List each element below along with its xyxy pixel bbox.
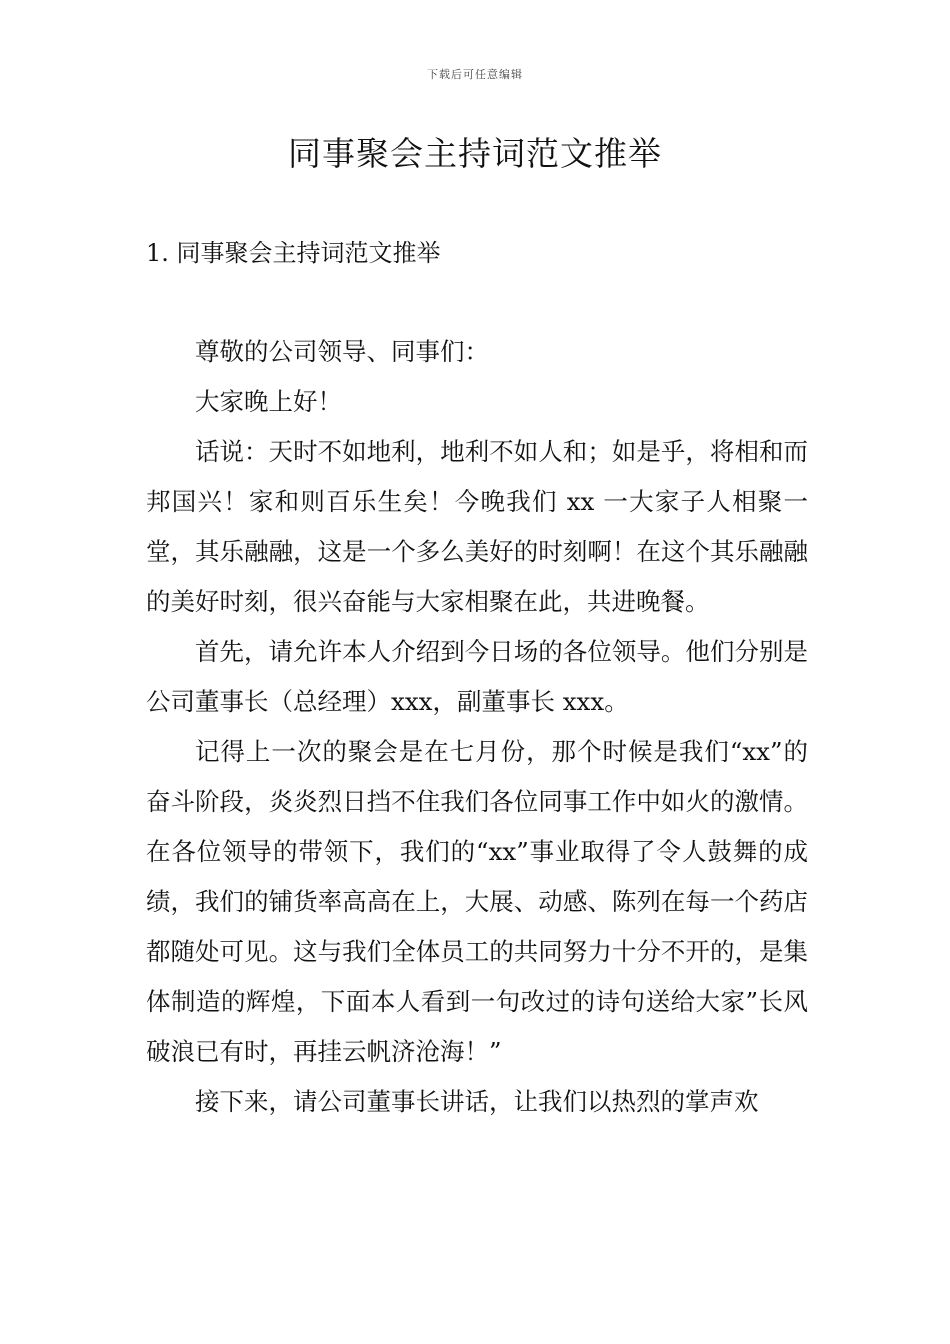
- paragraph-opening: 话说：天时不如地利，地利不如人和；如是乎，将相和而邦国兴！家和则百乐生矣！今晚我们 xx 一大家子人相聚一堂，其乐融融，这是一个多么美好的时刻啊！在这个其乐融融的美好时刻，很兴奋能与大家相聚在此，共进晚餐。: [146, 437, 808, 616]
- paragraph-salutation: 尊敬的公司领导、同事们：: [195, 337, 489, 366]
- document-body: [146, 327, 808, 1127]
- paragraph-next-speaker: 接下来，请公司董事长讲话，让我们以热烈的掌声欢: [195, 1087, 759, 1116]
- paragraph-greeting: 大家晚上好！: [195, 387, 342, 416]
- document-title: 同事聚会主持词范文推举: [288, 134, 662, 173]
- paragraph-introduction: 首先，请允许本人介绍到今日场的各位领导。他们分别是公司董事长（总经理）xxx，副董事长 xxx。: [146, 637, 808, 716]
- section-heading: 1. 同事聚会主持词范文推举: [146, 239, 441, 267]
- header-note: 下载后可任意编辑: [427, 68, 523, 81]
- paragraph-recollection: 记得上一次的聚会是在七月份，那个时候是我们“xx”的奋斗阶段，炎炎烈日挡不住我们各位同事工作中如火的激情。在各位领导的带领下，我们的“xx”事业取得了令人鼓舞的成绩，我们的铺货率高高在上，大展、动感、陈列在每一个药店都随处可见。这与我们全体员工的共同努力十分不开的，是集体制造的辉煌，下面本人看到一句改过的诗句送给大家”长风破浪已有时，再挂云帆济沧海！”: [146, 737, 808, 1066]
